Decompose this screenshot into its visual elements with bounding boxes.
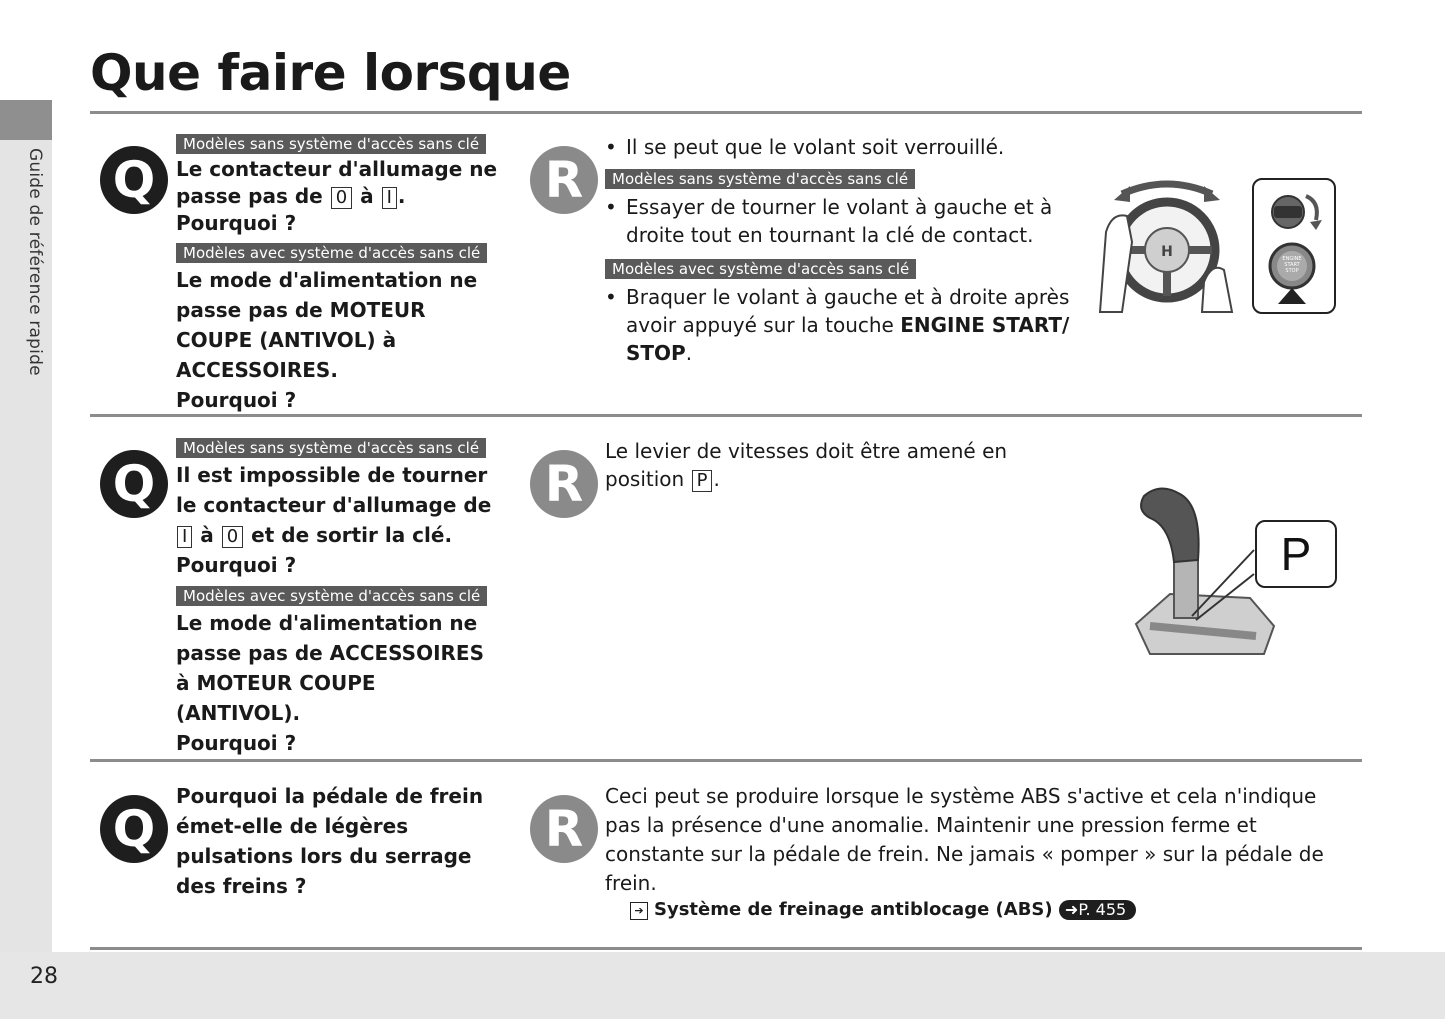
question-1 xyxy=(176,134,516,415)
r-badge-3: R xyxy=(530,795,598,863)
reference-label: Système de freinage antiblocage (ABS) xyxy=(654,899,1053,920)
answer-tag-with-keyless: Modèles avec système d'accès sans clé xyxy=(605,259,916,279)
question-1-line1: Le contacteur d'allumage ne xyxy=(176,157,498,181)
page-number: 28 xyxy=(30,964,58,989)
engine-start-stop-label: ENGINE START STOP xyxy=(1282,256,1302,274)
question-2-why: Pourquoi ? xyxy=(176,388,297,412)
answer-tag-without-keyless: Modèles sans système d'accès sans clé xyxy=(605,169,915,189)
q-badge-1: Q xyxy=(100,146,168,214)
r-badge-2: R xyxy=(530,450,598,518)
answer-3-text: Ceci peut se produire lorsque le système ABS s'active et cela n'indique pas la présence d'une anomalie. Maintenir une pression ferme et constante sur la pédale de frein. Ne jamais « pomper » sur la pédale de frein. xyxy=(605,784,1324,895)
page-title: Que faire lorsque xyxy=(90,44,571,102)
steering-wheel-illustration xyxy=(1092,172,1242,314)
question-1-why: Pourquoi ? xyxy=(176,211,297,235)
question-3 xyxy=(176,438,506,758)
answer-1-bullet-1: • Il se peut que le volant soit verrouillé. xyxy=(605,135,1005,159)
svg-text:H: H xyxy=(1161,244,1173,260)
divider-bottom xyxy=(90,947,1362,950)
reference-arrow-icon: ➔ xyxy=(630,902,648,920)
answer-1-bullet-3: • Braquer le volant à gauche et à droite après avoir appuyé sur la touche ENGINE START/ STOP. xyxy=(605,285,1070,365)
answer-1-bullet-2: • Essayer de tourner le volant à gauche et à droite tout en tournant la clé de contact. xyxy=(605,195,1053,247)
ignition-position-I: I xyxy=(382,187,397,209)
question-5-text: Pourquoi la pédale de frein émet-elle de légères pulsations lors du serrage des freins ? xyxy=(176,784,484,898)
divider-top xyxy=(90,111,1362,114)
tag-without-keyless: Modèles sans système d'accès sans clé xyxy=(176,134,486,154)
ignition-position-0: 0 xyxy=(222,526,243,548)
divider-1 xyxy=(90,414,1362,417)
q-badge-2: Q xyxy=(100,450,168,518)
question-4-text: Le mode d'alimentation ne passe pas de ACCESSOIRES à MOTEUR COUPE (ANTIVOL). xyxy=(176,611,484,725)
divider-2 xyxy=(90,759,1362,762)
question-4-why: Pourquoi ? xyxy=(176,731,297,755)
page-reference-link[interactable]: ➜P. 455 xyxy=(1059,900,1136,920)
tag-without-keyless: Modèles sans système d'accès sans clé xyxy=(176,438,486,458)
answer-2: Le levier de vitesses doit être amené en position P . xyxy=(605,439,1008,491)
tag-with-keyless: Modèles avec système d'accès sans clé xyxy=(176,243,487,263)
ignition-position-0: 0 xyxy=(331,187,352,209)
tag-with-keyless: Modèles avec système d'accès sans clé xyxy=(176,586,487,606)
cross-reference xyxy=(630,899,1136,920)
key-and-button-illustration xyxy=(1252,178,1336,314)
ignition-position-I: I xyxy=(177,526,192,548)
question-2-text: Le mode d'alimentation ne passe pas de MOTEUR COUPE (ANTIVOL) à ACCESSOIRES. xyxy=(176,268,478,382)
question-3-text: Il est impossible de tourner le contacteur d'allumage de I à 0 et de sortir la clé. xyxy=(176,463,492,547)
question-1-line2: passe pas de 0 à I . xyxy=(176,184,406,208)
gear-position-P: P xyxy=(692,470,713,492)
side-section-label: Guide de référence rapide xyxy=(25,148,45,376)
r-badge-1: R xyxy=(530,146,598,214)
pointer-arrow-icon: ➜ xyxy=(1064,900,1079,919)
gear-p-callout: P xyxy=(1255,520,1337,588)
key-icon xyxy=(1254,180,1334,312)
answer-1 xyxy=(605,133,1085,367)
q-badge-3: Q xyxy=(100,795,168,863)
footer-band xyxy=(0,952,1445,1019)
side-tab-marker xyxy=(0,100,52,140)
question-3-why: Pourquoi ? xyxy=(176,553,297,577)
